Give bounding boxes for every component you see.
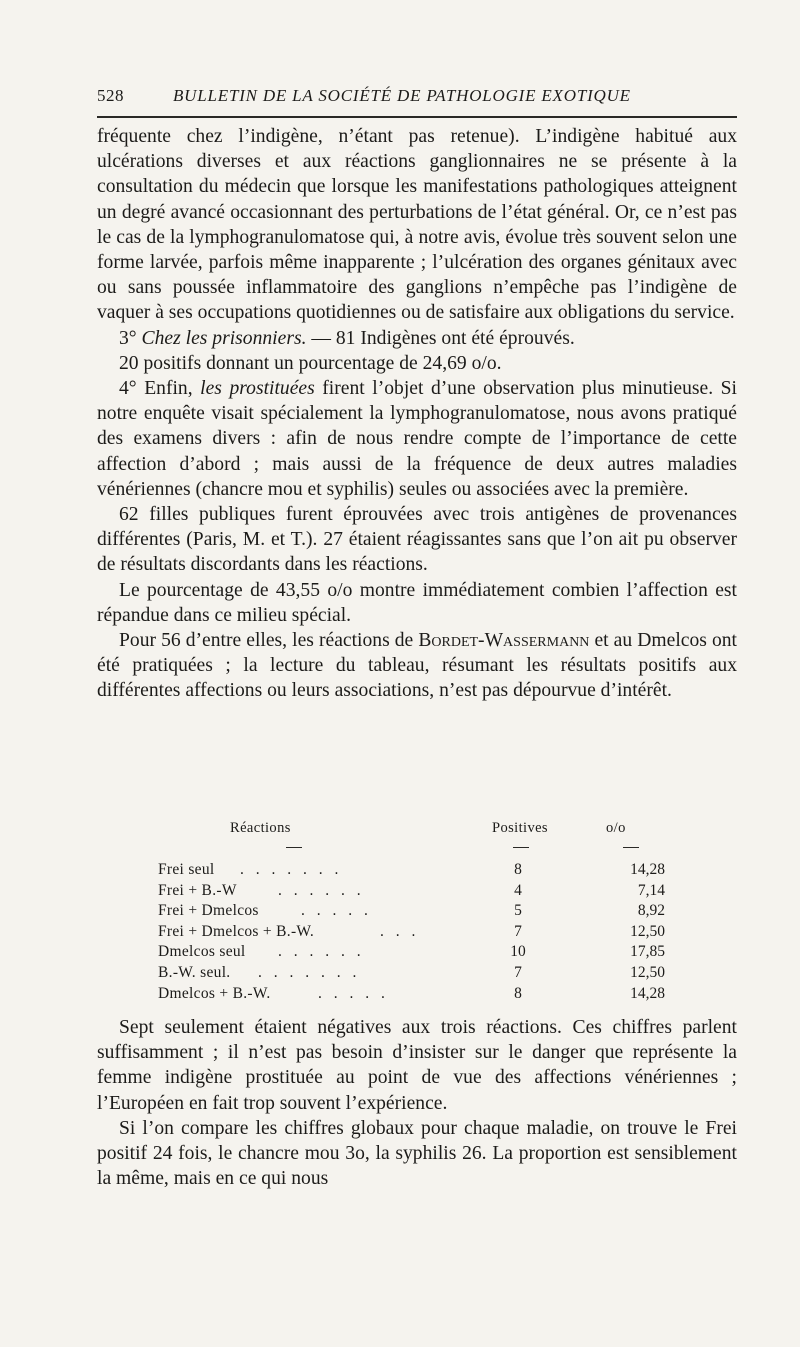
row-percent: 12,50 — [630, 922, 665, 940]
row-positives: 7 — [514, 922, 522, 940]
leader-dots: . . . . . — [318, 984, 389, 1002]
paragraph-text: Enfin, — [144, 378, 193, 400]
paragraph-text: — 81 Indigènes ont été éprouvés. — [306, 327, 575, 349]
leader-dots: . . . . . . — [278, 881, 365, 899]
author-name: Bordet-Wassermann — [418, 630, 590, 652]
row-percent: 12,50 — [630, 963, 665, 981]
row-percent: 8,92 — [637, 902, 665, 920]
journal-title: BULLETIN DE LA SOCIÉTÉ DE PATHOLOGIE EXOTIQUE — [173, 86, 631, 105]
header-rule — [97, 116, 737, 118]
row-positives: 8 — [514, 984, 522, 1002]
body-text-lower — [97, 1015, 737, 1191]
table-body — [158, 860, 678, 1004]
paragraph-prostitutes — [97, 376, 737, 502]
leader-dots: . . . . . . . — [240, 861, 343, 878]
body-text-upper — [97, 124, 737, 704]
paragraph-global-figures: Si l’on compare les chiffres globaux pour chaque maladie, on trouve le Frei positif 24 fois, le chancre mou 3o, la syphilis 26. La proportion est sensiblement la même, mais en ce qui nous — [97, 1117, 737, 1190]
table-header — [158, 820, 678, 860]
row-positives: 8 — [514, 861, 522, 878]
table-row — [158, 984, 678, 1005]
row-label: Dmelcos + B.-W. — [158, 984, 271, 1002]
column-header-reactions: Réactions — [230, 820, 291, 836]
row-percent: 14,28 — [630, 984, 665, 1002]
paragraph-prisoners — [97, 326, 737, 351]
running-header — [97, 80, 737, 110]
leader-dots: . . . . . . . — [258, 963, 361, 981]
paragraph-continuation: fréquente chez l’indigène, n’étant pas retenue). L’indigène habitué aux ulcérations diverses et aux réactions ganglionnaires ne se présente à la consultation du médecin que lorsque les manifestations pathologiques atteignent un degré avancé occasionnant des perturbations de l’état général. Or, ce n’est pas le cas de la lymphogranulomatose qui, à notre avis, évolue très souvent selon une forme larvée, parfois même inapparente ; l’ulcération des organes génitaux avec ou sans poussée inflammatoire des ganglions n’empêche pas l’indigène de vaquer à ses occupations quotidiennes ou de satisfaire aux obligations du service. — [97, 126, 737, 324]
page-number: 528 — [97, 86, 124, 105]
column-header-percent: o/o — [606, 820, 626, 836]
table-row — [158, 922, 678, 943]
row-positives: 10 — [510, 943, 526, 961]
paragraph-text: et au Dmelcos ont été pratiquées ; la lecture du tableau, résumant les résultats positifs aux différentes affections ou leurs associations, n’est pas dépourvue d’intérêt. — [97, 630, 737, 702]
row-positives: 7 — [514, 963, 522, 981]
paragraph-filles: 62 filles publiques furent éprouvées avec trois antigènes de provenances différentes (Paris, M. et T.). 27 étaient réagissantes sans que l’on ait pu observer de résultats discordants dans les réactions. — [97, 504, 737, 576]
leader-dots: . . . . . — [301, 902, 372, 920]
paragraph-negatives: Sept seulement étaient négatives aux trois réactions. Ces chiffres parlent suffisamment ; il n’est pas besoin d’insister sur le danger que représente la femme indigène prostituée au point de vue des affections vénériennes ; l’Européen en fait trop souvent l’expérience. — [97, 1017, 737, 1114]
paragraph-reactions — [97, 628, 737, 704]
section-heading: Chez les prisonniers. — [141, 327, 307, 349]
table-row — [158, 942, 678, 963]
paragraph-positives: 20 positifs donnant un pourcentage de 24,69 o/o. — [119, 352, 502, 374]
table-row — [158, 860, 678, 881]
row-percent: 7,14 — [637, 881, 665, 899]
row-label: Frei + B.-W — [158, 881, 237, 899]
row-positives: 5 — [514, 902, 522, 920]
header-dash — [513, 847, 529, 848]
results-table — [158, 820, 678, 1004]
section-heading: les prostituées — [200, 378, 315, 400]
section-number: 4° — [119, 378, 137, 400]
leader-dots: . . . . . . — [278, 943, 365, 961]
row-label: B.-W. seul. — [158, 963, 231, 981]
row-positives: 4 — [514, 881, 522, 899]
column-header-positives: Positives — [492, 820, 548, 836]
paragraph-text: firent l’objet d’une observation plus minutieuse. Si notre enquête visait spécialement la lymphogranulomatose, nous avons pratiqué des examens divers : afin de nous rendre compte de l’importance de cette affection d’abord ; mais aussi de la fréquence de deux autres maladies vénériennes (chancre mou et syphilis) seules ou associées avec la première. — [97, 378, 738, 500]
paragraph-text: Pour 56 d’entre elles, les réactions de — [119, 630, 419, 652]
section-number: 3° — [119, 327, 137, 349]
row-label: Frei seul — [158, 861, 215, 878]
row-percent: 17,85 — [630, 943, 665, 961]
table-row — [158, 963, 678, 984]
row-label: Frei + Dmelcos + B.-W. — [158, 922, 315, 940]
table-row — [158, 881, 678, 902]
paragraph-percentage: Le pourcentage de 43,55 o/o montre immédiatement combien l’affection est répandue dans ce milieu spécial. — [97, 579, 737, 626]
row-label: Frei + Dmelcos — [158, 902, 259, 920]
header-dash — [623, 847, 639, 848]
table-row — [158, 901, 678, 922]
row-label: Dmelcos seul — [158, 943, 246, 961]
row-percent: 14,28 — [630, 861, 665, 878]
leader-dots: . . . — [380, 922, 420, 940]
header-dash — [286, 847, 302, 848]
